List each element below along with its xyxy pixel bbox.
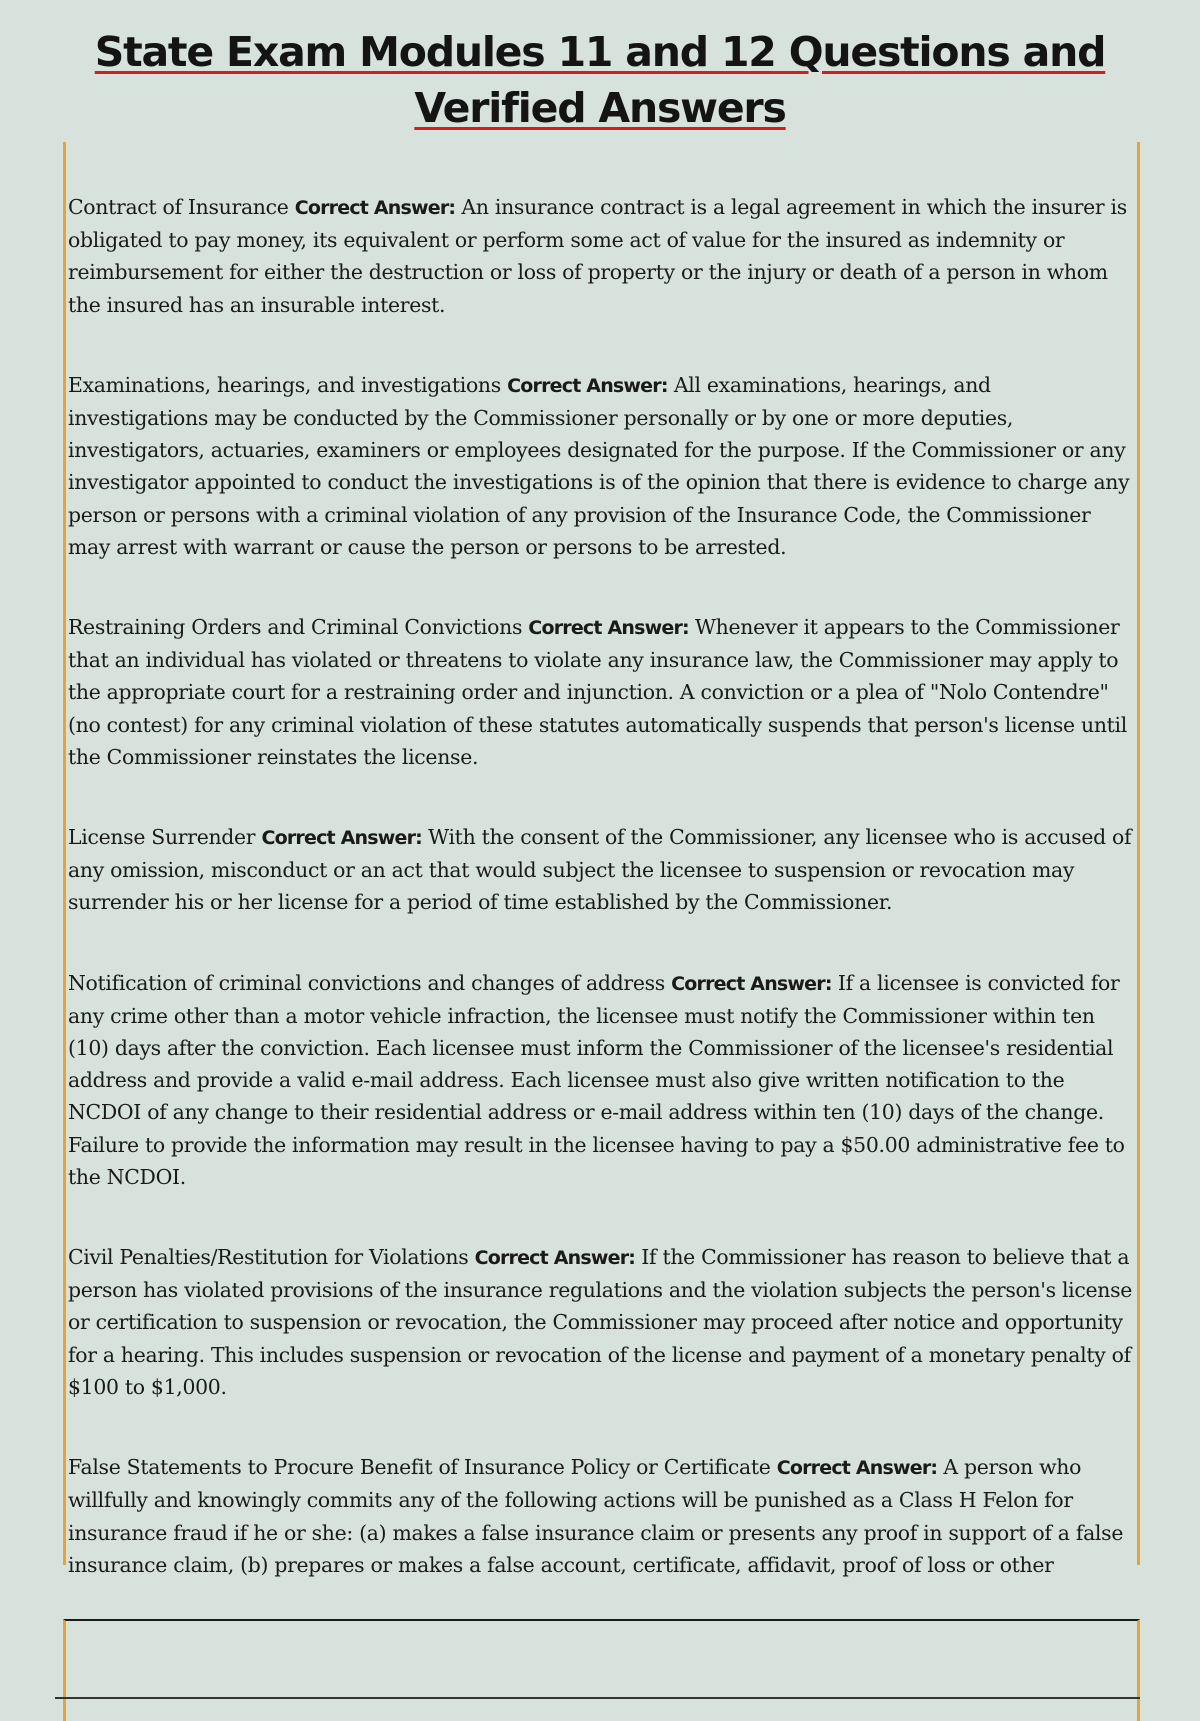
page-bottom-rule bbox=[55, 1697, 1140, 1699]
qa-entry-civil-penalties bbox=[68, 1241, 1133, 1403]
qa-entry-notification bbox=[68, 967, 1133, 1193]
correct-answer-label: Correct Answer: bbox=[294, 197, 456, 219]
qa-list bbox=[68, 191, 1133, 1629]
qa-term: Examinations, hearings, and investigations bbox=[68, 372, 508, 397]
qa-term: False Statements to Procure Benefit of Insurance Policy or Certificate bbox=[68, 1455, 777, 1480]
qa-answer: An insurance contract is a legal agreement in which the insurer is obligated to pay money, its equivalent or perform some act of value for the insured as indemnity or reimbursement for either the destruction or loss of property or the injury or death of a person in whom the insured has an insurable interest. bbox=[68, 195, 1127, 317]
qa-term: Restraining Orders and Criminal Convictions bbox=[68, 615, 529, 640]
qa-entry-license-surrender bbox=[68, 821, 1133, 919]
qa-answer: If the Commissioner has reason to believe that a person has violated provisions of the insurance regulations and the violation subjects the person's license or certification to suspension or revocation, the Commissioner may proceed after notice and opportunity for a hearing. This includes suspension or revocation of the license and payment of a monetary penalty of $100 to $1,000. bbox=[68, 1245, 1133, 1399]
qa-entry-contract-of-insurance bbox=[68, 191, 1133, 321]
qa-entry-restraining-orders bbox=[68, 611, 1133, 773]
correct-answer-label: Correct Answer: bbox=[776, 1457, 938, 1480]
correct-answer-label: Correct Answer: bbox=[671, 972, 832, 995]
correct-answer-label: Correct Answer: bbox=[507, 374, 668, 397]
next-page-frame bbox=[63, 1619, 1140, 1721]
document-title-text: State Exam Modules 11 and 12 Questions and Verified Answers bbox=[94, 28, 1106, 132]
correct-answer-label: Correct Answer: bbox=[261, 827, 422, 850]
qa-term: License Surrender bbox=[68, 825, 262, 850]
qa-answer: Whenever it appears to the Commissioner that an individual has violated or threatens to violate any insurance law, the Commissioner may apply to the appropriate court for a restraining order and injunction. A conviction or a plea of "Nolo Contendre" (no contest) for any criminal violation of these statutes automatically suspends that person's license until the Commissioner reinstates the license. bbox=[68, 615, 1127, 769]
qa-answer: With the consent of the Commissioner, any licensee who is accused of any omission, misconduct or an act that would subject the licensee to suspension or revocation may surrender his or her license for a period of time established by the Commissioner. bbox=[68, 825, 1132, 915]
qa-term: Civil Penalties/Restitution for Violations bbox=[68, 1245, 475, 1270]
qa-answer: All examinations, hearings, and investigations may be conducted by the Commissioner personally or by one or more deputies, investigators, actuaries, examiners or employees designated for the purpose. If the Commissioner or any investigator appointed to conduct the investigations is of the opinion that there is evidence to charge any person or persons with a criminal violation of any provision of the Insurance Code, the Commissioner may arrest with warrant or cause the person or persons to be arrested. bbox=[68, 372, 1130, 559]
correct-answer-label: Correct Answer: bbox=[528, 617, 689, 640]
qa-term: Contract of Insurance bbox=[68, 195, 295, 219]
qa-entry-false-statements bbox=[68, 1451, 1133, 1581]
qa-term: Notification of criminal convictions and changes of address bbox=[68, 970, 672, 995]
qa-entry-examinations bbox=[68, 369, 1133, 563]
correct-answer-label: Correct Answer: bbox=[474, 1247, 636, 1270]
document-title bbox=[60, 24, 1140, 136]
qa-answer: If a licensee is convicted for any crime other than a motor vehicle infraction, the licensee must notify the Commissioner within ten (10) days after the conviction. Each licensee must inform the Commissioner of the licensee's residential address and provide a valid e-mail address. Each licensee must also give written notification to the NCDOI of any change to their residential address or e-mail address within ten (10) days of the change. Failure to provide the information may result in the licensee having to pay a $50.00 administrative fee to the NCDOI. bbox=[68, 970, 1125, 1189]
qa-answer: A person who willfully and knowingly commits any of the following actions will be punished as a Class H Felon for insurance fraud if he or she: (a) makes a false insurance claim or presents any proof in support of a false insurance claim, (b) prepares or makes a false account, certificate, affidavit, proof of loss or other bbox=[68, 1455, 1124, 1577]
